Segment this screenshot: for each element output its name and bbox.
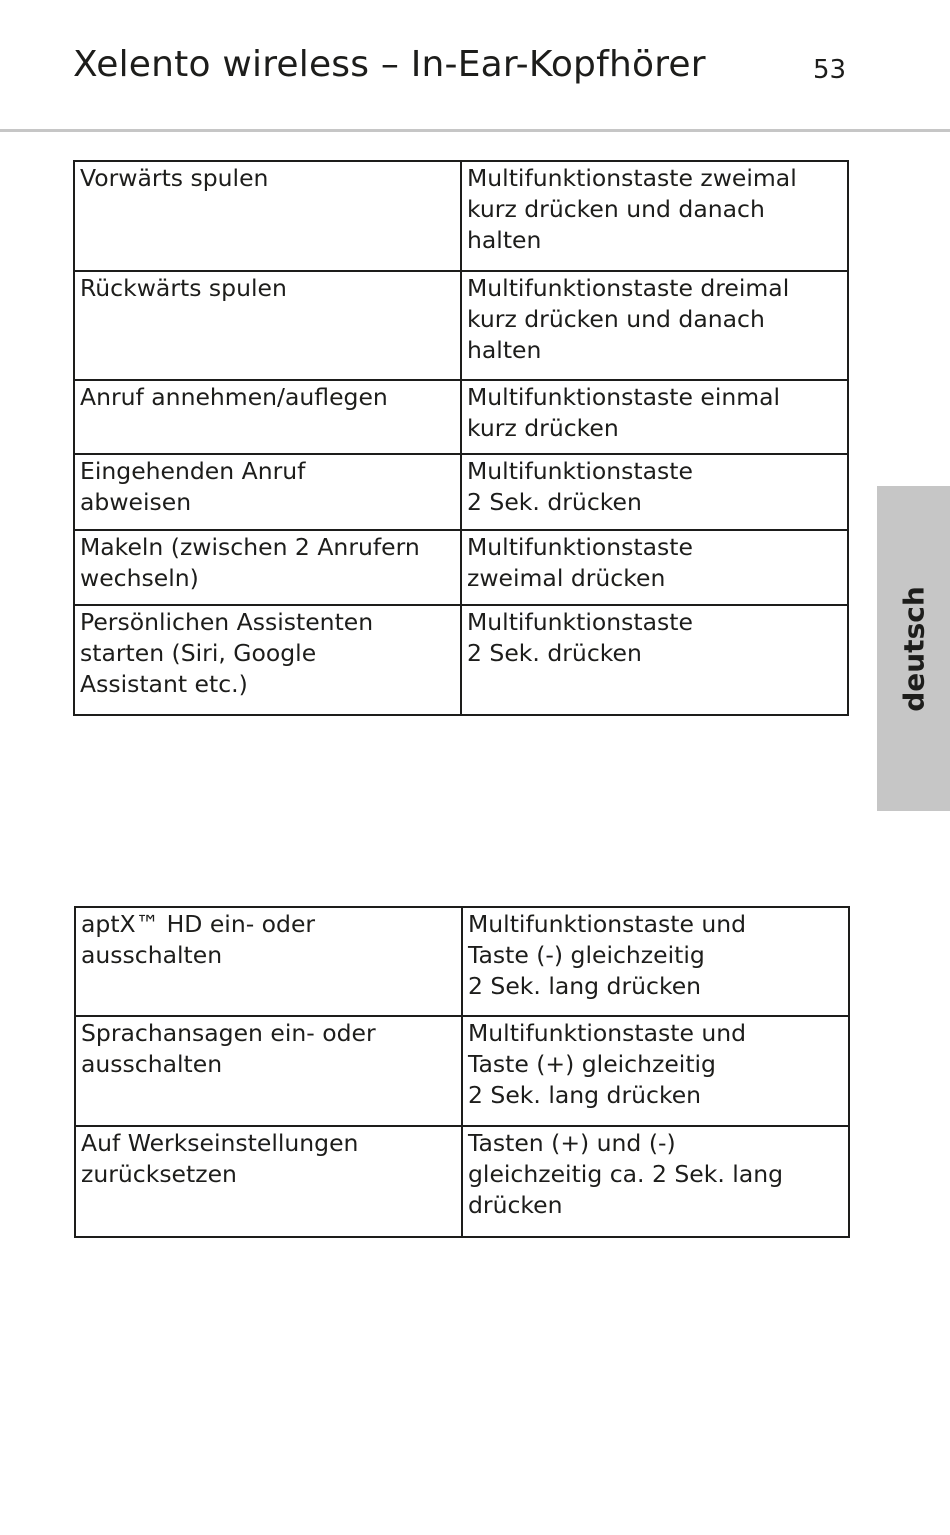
- table-row: [74, 380, 848, 454]
- operation-cell: Multifunktionstaste 2 Sek. drücken: [461, 605, 848, 715]
- operation-cell: Multifunktionstaste zweimal drücken: [461, 530, 848, 605]
- table-row: [75, 1016, 849, 1126]
- table-row: [74, 454, 848, 530]
- action-cell: Rückwärts spulen: [74, 271, 461, 380]
- action-cell: Vorwärts spulen: [74, 161, 461, 271]
- operation-cell: Multifunktionstaste dreimal kurz drücken und danach halten: [461, 271, 848, 380]
- action-cell: Makeln (zwischen 2 Anrufern wechseln): [74, 530, 461, 605]
- action-cell: Persönlichen Assistenten starten (Siri, Google Assistant etc.): [74, 605, 461, 715]
- page-title: Xelento wireless – In-Ear-Kopfhörer: [73, 44, 706, 85]
- action-cell: aptX™ HD ein- oder ausschalten: [75, 907, 462, 1016]
- page-number: 53: [813, 55, 847, 85]
- header-divider: [0, 129, 950, 132]
- table-row: [74, 530, 848, 605]
- table-row: [74, 161, 848, 271]
- operation-cell: Multifunktionstaste und Taste (+) gleichzeitig 2 Sek. lang drücken: [462, 1016, 849, 1126]
- operation-cell: Tasten (+) und (-) gleichzeitig ca. 2 Sek. lang drücken: [462, 1126, 849, 1237]
- action-cell: Eingehenden Anruf abweisen: [74, 454, 461, 530]
- operation-cell: Multifunktionstaste zweimal kurz drücken und danach halten: [461, 161, 848, 271]
- action-cell: Auf Werkseinstellungen zurücksetzen: [75, 1126, 462, 1237]
- table-row: [74, 271, 848, 380]
- operation-cell: Multifunktionstaste 2 Sek. drücken: [461, 454, 848, 530]
- table-row: [75, 907, 849, 1016]
- controls-table-settings: [74, 906, 850, 1238]
- language-tab: [877, 486, 950, 811]
- table-row: [74, 605, 848, 715]
- operation-cell: Multifunktionstaste einmal kurz drücken: [461, 380, 848, 454]
- language-tab-label: deutsch: [897, 585, 930, 712]
- operation-cell: Multifunktionstaste und Taste (-) gleichzeitig 2 Sek. lang drücken: [462, 907, 849, 1016]
- action-cell: Sprachansagen ein- oder ausschalten: [75, 1016, 462, 1126]
- table-row: [75, 1126, 849, 1237]
- action-cell: Anruf annehmen/auflegen: [74, 380, 461, 454]
- controls-table-playback-calls: [73, 160, 849, 716]
